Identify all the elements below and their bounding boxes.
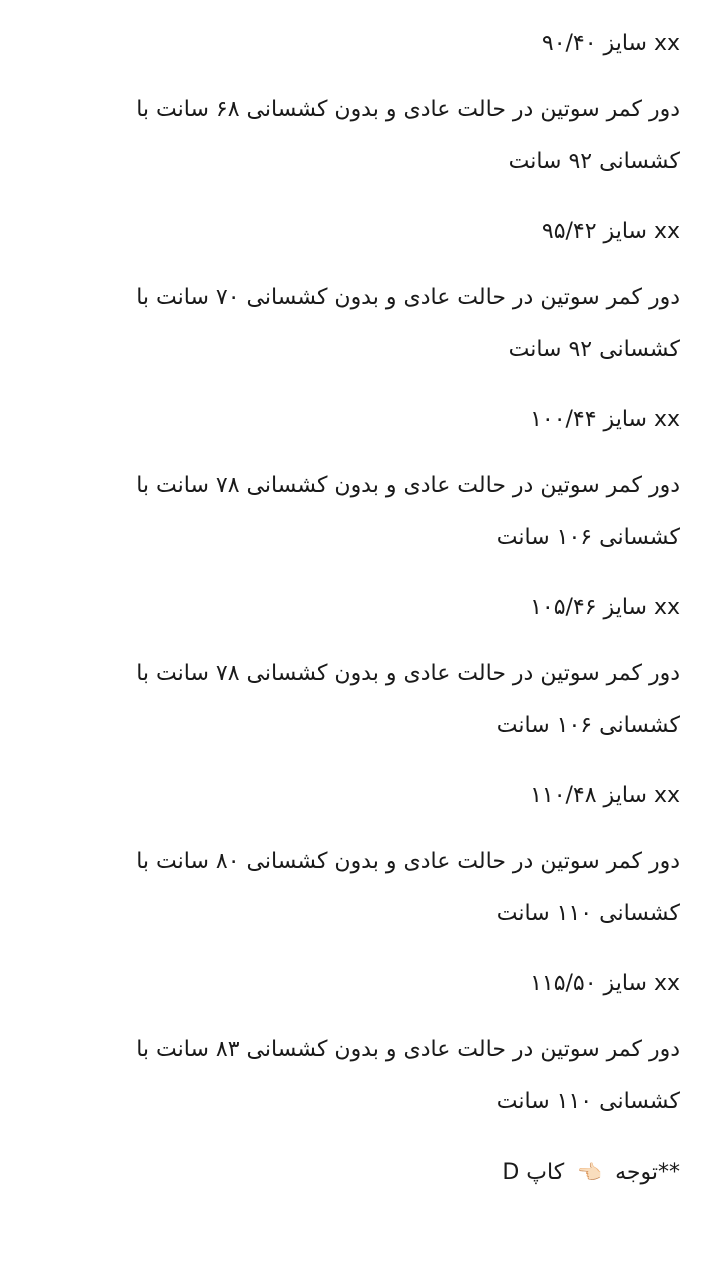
size-description: دور کمر سوتین در حالت عادی و بدون کشسانی ۸۰ سانت با کشسانی ۱۱۰ سانت [136, 849, 680, 926]
note-label: **توجه [615, 1160, 680, 1185]
size-description: دور کمر سوتین در حالت عادی و بدون کشسانی ۷۸ سانت با کشسانی ۱۰۶ سانت [136, 473, 680, 550]
size-description: دور کمر سوتین در حالت عادی و بدون کشسانی ۶۸ سانت با کشسانی ۹۲ سانت [136, 97, 680, 174]
pointing-hand-icon: 👈🏻 [577, 1160, 603, 1184]
size-description: دور کمر سوتین در حالت عادی و بدون کشسانی ۸۳ سانت با کشسانی ۱۱۰ سانت [136, 1037, 680, 1114]
size-heading: xx سایز ۱۱۰/۴۸ [530, 783, 680, 808]
size-description: دور کمر سوتین در حالت عادی و بدون کشسانی ۷۸ سانت با کشسانی ۱۰۶ سانت [136, 661, 680, 738]
size-heading: xx سایز ۱۱۵/۵۰ [530, 971, 680, 996]
size-heading: xx سایز ۹۵/۴۲ [541, 219, 680, 244]
size-heading: xx سایز ۹۰/۴۰ [541, 31, 680, 56]
size-description: دور کمر سوتین در حالت عادی و بدون کشسانی ۷۰ سانت با کشسانی ۹۲ سانت [136, 285, 680, 362]
size-heading: xx سایز ۱۰۰/۴۴ [530, 407, 680, 432]
cup-note [50, 1150, 680, 1194]
size-heading: xx سایز ۱۰۵/۴۶ [530, 595, 680, 620]
cup-value: کاپ D [502, 1160, 565, 1185]
